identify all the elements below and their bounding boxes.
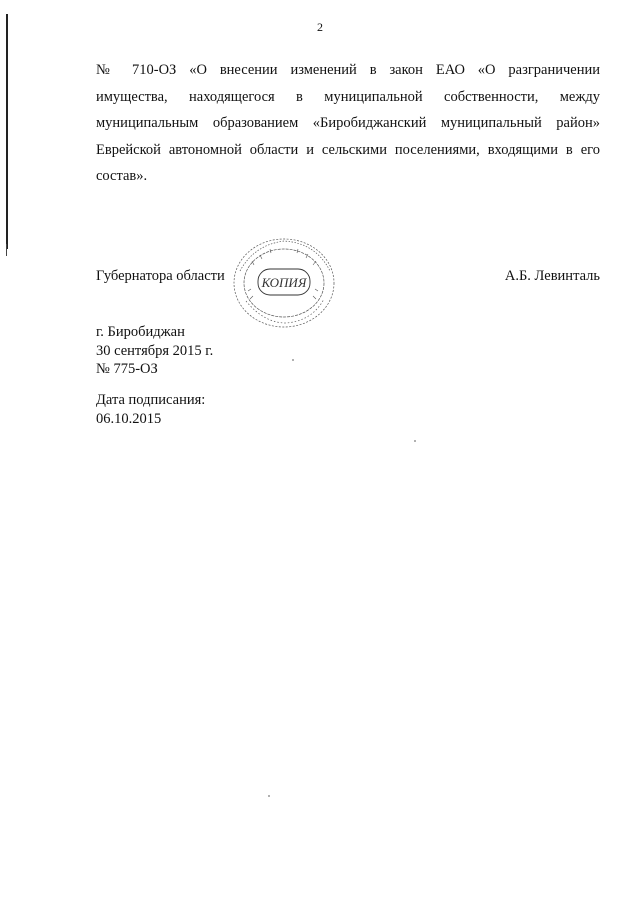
page-number: 2 (317, 20, 323, 34)
body-line: муниципальным образованием «Биробиджанский муниципальный район» (96, 115, 600, 131)
scan-speck (414, 440, 416, 442)
scan-speck (292, 359, 294, 361)
scan-margin-line (6, 14, 8, 249)
signer-name: А.Б. Левинталь (504, 268, 600, 284)
place-and-date (96, 323, 213, 379)
signer-position: Губернатора области (96, 268, 225, 284)
body-line: Еврейской автономной области и сельскими поселениями, входящими в его (96, 141, 600, 158)
copy-stamp (224, 231, 344, 331)
stamp-label: КОПИЯ (261, 275, 307, 290)
body-line: № 710-ОЗ «О внесении изменений в закон ЕАО «О разграничении (96, 62, 600, 78)
law-number: № 775-ОЗ (96, 361, 158, 377)
law-title-text (96, 57, 600, 190)
city: г. Биробиджан (96, 324, 185, 340)
adoption-date: 30 сентября 2015 г. (96, 342, 214, 359)
signing-date-block (96, 391, 205, 428)
scan-margin-tick (6, 244, 7, 256)
body-line: состав». (96, 168, 148, 184)
signing-date: 06.10.2015 (96, 410, 162, 427)
body-line: имущества, находящегося в муниципальной собственности, между (96, 88, 600, 105)
scan-speck (268, 795, 270, 797)
signing-date-label: Дата подписания: (96, 392, 206, 408)
